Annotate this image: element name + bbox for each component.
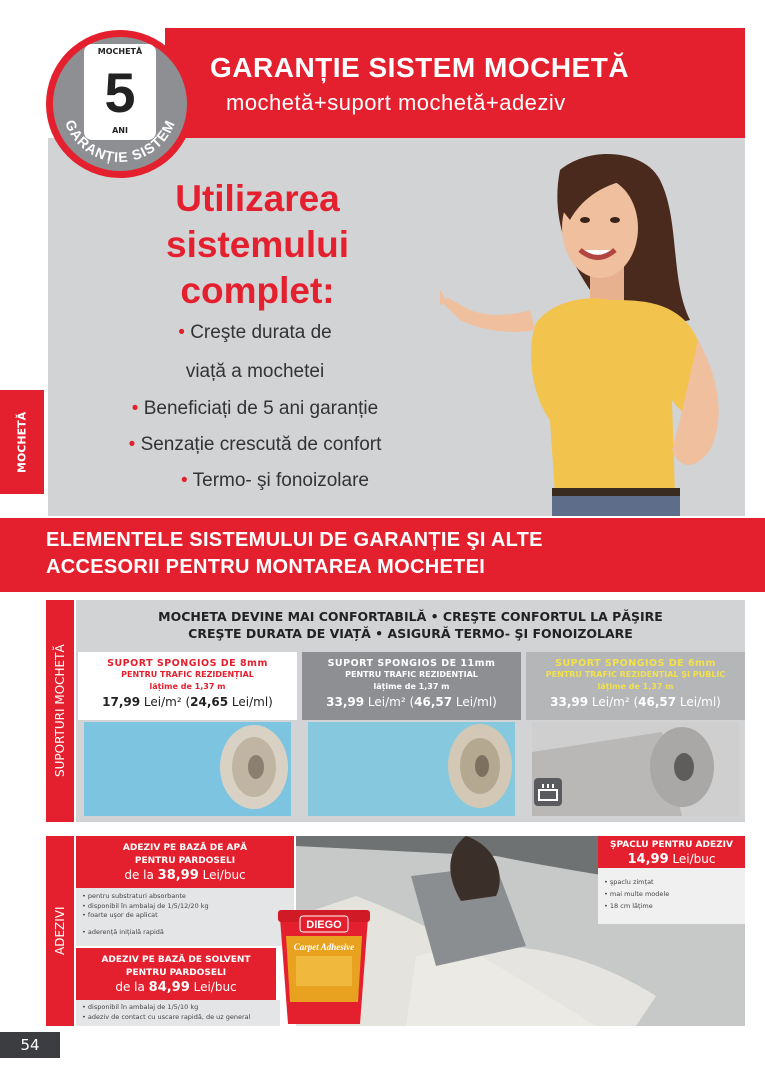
adeziv-solvent-name-1: ADEZIV PE BAZĂ DE SOLVENT [101,955,251,965]
bucket-brand: DIEGO [306,919,342,931]
product-card-8mm[interactable] [78,652,297,820]
badge-years-label: ANI [112,126,128,135]
feature-item: • aderență inițială rapidă [82,927,164,936]
card-price [78,695,297,709]
bucket-label: Carpet Adhesive [293,942,355,952]
adeziv-apa-label [76,836,294,888]
price-unit-ml: Lei/ml) [452,695,497,709]
badge-top-label: MOCHETĂ [97,47,143,56]
product-card-6mm[interactable] [526,652,745,820]
spaclu-features [598,868,745,924]
feature-item: • foarte uşor de aplicat [82,911,158,919]
price-prefix: de la [115,980,149,994]
suporturi-header-line-1: MOCHETA DEVINE MAI CONFORTABILĂ • CREŞTE CONFORTUL LA PĂŞIRE [158,609,663,624]
price-value: 33,99 [550,695,589,709]
card-label [78,652,297,720]
price-value: 38,99 [157,868,199,883]
suporturi-header-line-2: CREŞTE DURATA DE VIAȚĂ • ASIGURĂ TERMO- ŞI FONOIZOLARE [188,626,633,641]
floor-heating-icon [534,778,562,806]
adeziv-apa-name-1: ADEZIV PE BAZĂ DE APĂ [122,843,248,853]
price-prefix: de la [124,868,158,882]
gray-underlay-roll-image [532,722,739,816]
price-unit-ml: Lei/ml) [228,695,273,709]
feature-text: foarte uşor de aplicat [87,911,158,919]
feature-text: disponibil în ambalaj de 1/5/10 kg [87,1003,199,1011]
feature-item: • mai multe modele [604,890,670,898]
card-title: SUPORT SPONGIOS DE 8mm [107,658,268,669]
card-width: lățime de 1,37 m [373,682,450,691]
card-price [526,695,745,709]
feature-item: • pentru substraturi absorbante [82,892,186,900]
bullet-dot: • [178,322,191,343]
price-unit: Lei/m² ( [140,695,191,709]
price-value: 33,99 [326,695,365,709]
adeziv-apa-name-2: PENTRU PARDOSELI [134,856,236,866]
card-label [526,652,745,720]
hero-bullet-text: Termo- şi fonoizolare [192,470,369,491]
hero-bullet-text: Beneficiați de 5 ani garanție [143,398,379,419]
feature-text: şpaclu zimțat [609,878,654,886]
product-card-11mm[interactable] [302,652,521,820]
feature-text: adeziv de contact cu uscare rapidă, de uz general [87,1012,251,1021]
badge-number: 5 [104,61,136,124]
price-unit-ml: Lei/ml) [676,695,721,709]
feature-item: • şpaclu zimțat [604,878,654,886]
price-value: 17,99 [102,695,141,709]
price-unit: Lei/buc [198,868,246,882]
adezivi-tab-label: ADEZIVI [53,906,67,956]
category-side-label: MOCHETĂ [15,411,29,473]
hero-headline [120,176,395,314]
hero-title: GARANȚIE SISTEM MOCHETĂ [210,52,630,83]
headline-line-3: complet: [180,270,335,311]
card-width: lățime de 1,37 m [597,682,674,691]
card-label [302,652,521,720]
hero-bullet-1b [60,361,450,383]
spaclu-name: ŞPACLU PENTRU ADEZIV [610,840,733,850]
price-value: 84,99 [148,980,190,995]
price-unit: Lei/buc [189,980,237,994]
price-value: 14,99 [627,852,669,867]
hero-bullet-text: viață a mochetei [185,361,325,382]
spaclu-label [598,836,745,868]
blue-underlay-roll-image [308,722,515,816]
suporturi-header [76,608,745,642]
headline-line-1: Utilizarea [175,178,340,219]
bullet-dot: • [131,398,144,419]
card-width: lățime de 1,37 m [149,682,226,691]
price-value-ml: 46,57 [414,695,453,709]
feature-text: aderență inițială rapidă [87,927,164,936]
adeziv-solvent-price [76,980,276,995]
hero-bullet-2 [60,398,450,420]
hero-bullet-text: Creşte durata de [190,322,332,343]
card-title: SUPORT SPONGIOS DE 6mm [555,658,716,669]
feature-text: 18 cm lățime [609,902,653,910]
feature-item: • disponibil în ambalaj de 1/5/12/20 kg [82,901,209,910]
price-unit: Lei/m² ( [364,695,415,709]
hero-bullet-4 [80,470,470,492]
price-unit: Lei/m² ( [588,695,639,709]
spaclu-price [598,852,745,867]
feature-text: mai multe modele [609,890,670,898]
price-unit: Lei/buc [668,852,716,866]
section-heading-line-2: ACCESORII PENTRU MONTAREA MOCHETEI [46,556,486,578]
adeziv-solvent-label [76,948,276,1000]
hero-subtitle: mochetă+suport mochetă+adeziv [226,90,566,115]
feature-item: • 18 cm lățime [604,902,653,910]
blue-underlay-roll-image [84,722,291,816]
card-traffic: PENTRU TRAFIC REZIDENȚIAL [121,670,254,679]
price-value-ml: 46,57 [638,695,677,709]
page-number: 54 [0,1032,60,1058]
section-heading [46,527,746,581]
badge-ring-text [46,30,194,178]
hero-bullet-3 [60,434,450,456]
card-traffic: PENTRU TRAFIC REZIDENȚIAL ŞI PUBLIC [545,670,726,679]
bullet-dot: • [128,434,141,455]
suporturi-tab-label: SUPORTURI MOCHETĂ [53,644,67,778]
hero-bullet-1 [60,322,450,344]
card-price [302,695,521,709]
feature-item: • adeziv de contact cu uscare rapidă, de uz general [82,1012,251,1021]
bullet-dot: • [181,470,193,491]
headline-line-2: sistemului [166,224,349,265]
hero-bullet-text: Senzație crescută de confort [140,434,382,455]
feature-item: • disponibil în ambalaj de 1/5/10 kg [82,1003,199,1011]
feature-text: pentru substraturi absorbante [87,892,186,900]
adeziv-solvent-name-2: PENTRU PARDOSELI [125,968,227,978]
adeziv-apa-features [76,888,294,946]
price-value-ml: 24,65 [190,695,229,709]
card-traffic: PENTRU TRAFIC REZIDENȚIAL [345,670,478,679]
adeziv-apa-price [76,868,294,883]
section-heading-line-1: ELEMENTELE SISTEMULUI DE GARANȚIE ŞI ALTE [46,529,543,551]
woman-photo [440,150,740,516]
svg-text:GARANȚIE SISTEM [62,117,178,165]
adeziv-solvent-features [76,1000,280,1026]
diego-adhesive-bucket-image [276,906,372,1030]
badge-ring-label: GARANȚIE SISTEM [62,117,179,166]
card-title: SUPORT SPONGIOS DE 11mm [327,658,496,669]
feature-text: disponibil în ambalaj de 1/5/12/20 kg [87,901,209,910]
